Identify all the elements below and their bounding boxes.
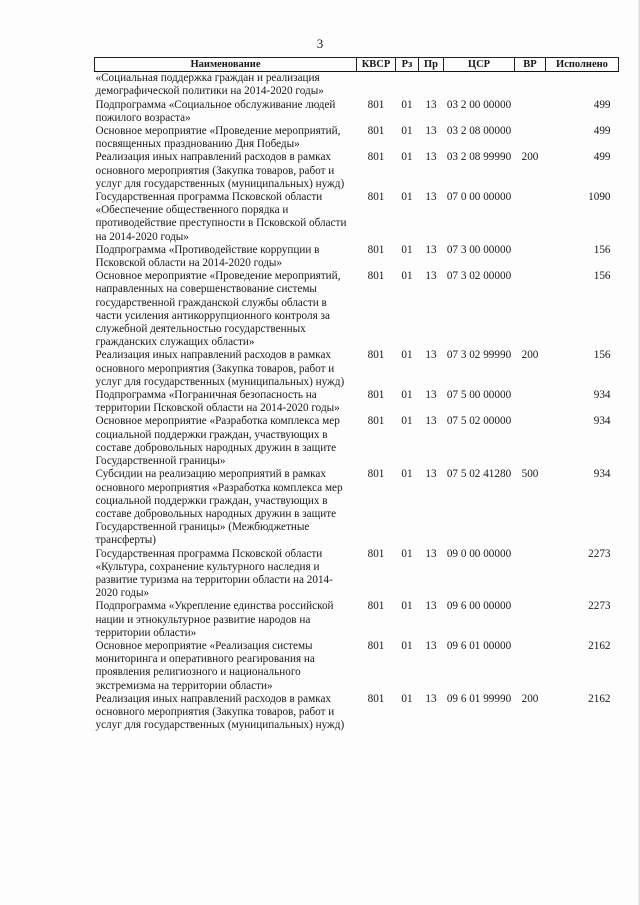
row-pr: 13	[425, 191, 437, 204]
row-rz: 01	[401, 151, 413, 164]
row-pr: 13	[425, 389, 437, 402]
row-kvsr: 801	[367, 243, 385, 256]
row-rz: 01	[401, 389, 413, 402]
row-name: Подпрограмма «Социальное обслуживание людей пожилого возраста»	[95, 98, 336, 124]
row-pr: 13	[425, 639, 437, 652]
table-row	[95, 191, 619, 244]
row-executed: 499	[593, 98, 611, 111]
row-pr: 13	[425, 125, 437, 138]
row-csr	[444, 72, 515, 99]
row-kvsr: 801	[367, 468, 385, 481]
row-name: Государственная программа Псковской области «Обеспечение общественного порядка и противодействие преступности в Псковской области на 2014-2020 годы»	[95, 191, 347, 243]
row-name: «Социальная поддержка граждан и реализация демографической политики на 2014-2020 годы»	[95, 72, 324, 98]
row-name: Основное мероприятие «Разработка комплекса мер социальной поддержки граждан, участвующих в составе добровольных народных дружин в защите Государственной границы»	[95, 415, 340, 468]
row-rz: 01	[401, 270, 413, 283]
row-rz: 01	[401, 468, 413, 481]
row-kvsr: 801	[367, 415, 385, 428]
row-name: Подпрограмма «Укрепление единства российской нации и этнокультурное развитие народов на территории области»	[95, 600, 334, 639]
row-executed: 934	[593, 389, 611, 402]
row-pr	[419, 72, 444, 99]
row-pr: 13	[425, 98, 437, 111]
row-vr	[515, 72, 546, 99]
row-executed: 156	[593, 349, 611, 362]
row-pr: 13	[425, 270, 437, 283]
row-csr: 09 6 01 99990	[446, 692, 512, 705]
row-executed: 1090	[588, 191, 611, 204]
row-vr	[515, 548, 546, 601]
page-number: 3	[316, 36, 324, 51]
table-row	[95, 548, 619, 601]
row-pr: 13	[425, 349, 437, 362]
row-pr: 13	[425, 547, 437, 560]
row-csr: 03 2 08 00000	[446, 125, 512, 138]
row-vr	[515, 389, 546, 415]
row-csr: 07 3 00 00000	[446, 243, 512, 256]
row-executed: 934	[593, 468, 611, 481]
row-kvsr: 801	[367, 98, 385, 111]
header-name: Наименование	[95, 58, 357, 72]
row-kvsr	[357, 72, 396, 99]
row-vr	[515, 640, 546, 693]
table-row	[95, 125, 619, 151]
row-vr: 200	[521, 151, 539, 164]
row-csr: 07 5 00 00000	[446, 389, 512, 402]
row-pr: 13	[425, 692, 437, 705]
row-rz: 01	[401, 547, 413, 560]
row-vr: 200	[521, 349, 539, 362]
row-rz: 01	[401, 600, 413, 613]
table-header-row	[95, 58, 619, 72]
row-csr: 03 2 00 00000	[446, 98, 512, 111]
row-executed: 499	[593, 125, 611, 138]
row-name: Субсидии на реализацию мероприятий в рамках основного мероприятия «Разработка комплекса мер социальной поддержки граждан, участвующих в составе добровольных народных дружин в защите Государственной границы» (Межбюджетные трансферты)	[95, 468, 343, 547]
row-rz: 01	[401, 243, 413, 256]
row-rz: 01	[401, 125, 413, 138]
row-kvsr: 801	[367, 547, 385, 560]
row-vr	[515, 125, 546, 151]
row-executed: 934	[593, 415, 611, 428]
row-rz: 01	[401, 415, 413, 428]
table-row	[95, 600, 619, 640]
header-csr: ЦСР	[444, 58, 515, 72]
row-name: Реализация иных направлений расходов в рамках основного мероприятия (Закупка товаров, работ и услуг для государственных (муниципальных) нужд)	[95, 349, 345, 388]
row-pr: 13	[425, 468, 437, 481]
row-pr: 13	[425, 151, 437, 164]
row-name: Государственная программа Псковской области «Культура, сохранение культурного наследия и развитие туризма на территории области на 2014-2020 годы»	[95, 547, 333, 600]
header-pr: Пр	[419, 58, 444, 72]
row-name: Подпрограмма «Противодействие коррупции в Псковской области на 2014-2020 годы»	[95, 243, 320, 270]
row-csr: 07 3 02 99990	[446, 349, 512, 362]
row-rz	[396, 72, 419, 99]
table-row	[95, 349, 619, 389]
row-executed: 2273	[588, 600, 611, 613]
row-pr: 13	[425, 243, 437, 256]
row-csr: 09 0 00 00000	[446, 547, 512, 560]
row-csr: 07 5 02 41280	[446, 468, 512, 481]
row-kvsr: 801	[367, 349, 385, 362]
table-row	[95, 244, 619, 270]
row-name: Реализация иных направлений расходов в рамках основного мероприятия (Закупка товаров, работ и услуг для государственных (муниципальных) нужд)	[95, 692, 345, 732]
row-csr: 07 3 02 00000	[446, 270, 512, 283]
budget-table	[94, 57, 619, 732]
table-row	[95, 640, 619, 693]
row-rz: 01	[401, 349, 413, 362]
row-kvsr: 801	[367, 151, 385, 164]
row-kvsr: 801	[367, 389, 385, 402]
row-csr: 09 6 01 00000	[446, 639, 512, 652]
row-pr: 13	[425, 600, 437, 613]
row-kvsr: 801	[367, 270, 385, 283]
row-vr: 200	[521, 692, 539, 705]
row-rz: 01	[401, 191, 413, 204]
row-name: Основное мероприятие «Проведение мероприятий, посвященных празднованию Дня Победы»	[95, 125, 341, 151]
header-rz: Рз	[396, 58, 419, 72]
row-rz: 01	[401, 98, 413, 111]
row-kvsr: 801	[367, 692, 385, 705]
table-row	[95, 468, 619, 547]
table-row	[95, 415, 619, 468]
row-pr: 13	[425, 415, 437, 428]
table-row	[95, 72, 619, 99]
header-kvsr: КВСР	[357, 58, 396, 72]
row-executed: 2273	[588, 547, 611, 560]
table-row	[95, 389, 619, 415]
row-rz: 01	[401, 692, 413, 705]
table-row	[95, 151, 619, 191]
row-vr	[515, 244, 546, 270]
row-executed: 156	[593, 243, 611, 256]
table-row	[95, 693, 619, 733]
table-row	[95, 270, 619, 349]
row-executed	[546, 72, 619, 99]
row-csr: 03 2 08 99990	[446, 151, 512, 164]
row-kvsr: 801	[367, 191, 385, 204]
row-vr	[515, 99, 546, 125]
row-kvsr: 801	[367, 125, 385, 138]
row-vr	[515, 415, 546, 468]
row-vr	[515, 191, 546, 244]
row-csr: 07 5 02 00000	[446, 415, 512, 428]
row-executed: 2162	[588, 639, 611, 652]
row-name: Реализация иных направлений расходов в рамках основного мероприятия (Закупка товаров, работ и услуг для государственных (муниципальных) нужд)	[95, 151, 345, 190]
row-executed: 499	[593, 151, 611, 164]
row-rz: 01	[401, 639, 413, 652]
row-csr: 09 6 00 00000	[446, 600, 512, 613]
row-name: Основное мероприятие «Реализация системы мониторинга и оперативного реагирования на проявления религиозного и национального экстремизма на территории области»	[95, 639, 315, 692]
header-vr: ВР	[515, 58, 546, 72]
row-executed: 2162	[588, 692, 611, 705]
row-vr: 500	[521, 468, 539, 481]
row-executed: 156	[593, 270, 611, 283]
row-kvsr: 801	[367, 600, 385, 613]
row-vr	[515, 600, 546, 640]
row-kvsr: 801	[367, 639, 385, 652]
row-csr: 07 0 00 00000	[446, 191, 512, 204]
header-executed: Исполнено	[546, 58, 619, 72]
row-name: Подпрограмма «Пограничная безопасность на территории Псковской области на 2014-2020 годы»	[95, 389, 340, 415]
row-name: Основное мероприятие «Проведение мероприятий, направленных на совершенствование системы государственной гражданской службы области в части усиления антикоррупционного контроля за служебной деятельностью государственных гражданских служащих области»	[95, 270, 341, 349]
table-row	[95, 99, 619, 125]
row-vr	[515, 270, 546, 349]
